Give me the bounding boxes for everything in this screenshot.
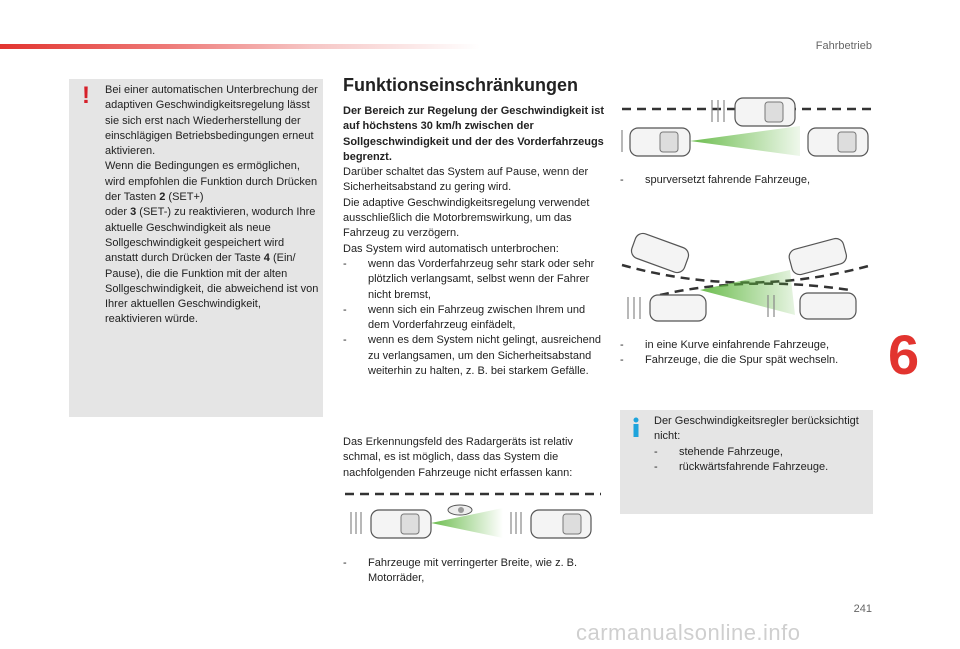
paragraph-pause: Darüber schaltet das System auf Pause, wenn der Sicherheitsabstand zu gering wird. — [343, 166, 589, 194]
key-2-label: (SET+) — [168, 191, 204, 204]
key-3-text: (SET-) zu reaktivieren, wodurch Ihre aktuelle Geschwindigkeit als neue Sollgeschwindigkeit gespeichert wird anstatt durch Drücken der Taste — [105, 206, 316, 265]
section-title: Fahrbetrieb — [815, 40, 872, 52]
info-intro: Der Geschwindigkeitsregler berücksichtigt nicht: — [654, 415, 859, 443]
or-text: oder — [105, 206, 128, 219]
key-2: 2 — [159, 191, 166, 204]
caption-motorcycle: - Fahrzeuge mit verringerter Breite, wie z. B. Motorräder, — [343, 557, 578, 585]
caption-offset: - spurversetzt fahrende Fahrzeuge, — [620, 174, 811, 186]
warning-text — [105, 83, 319, 328]
paragraph-engine-braking: Die adaptive Geschwindigkeitsregelung verwendet ausschließlich die Motorbremswirkung, um das Fahrzeug zu verzögern. — [343, 196, 590, 240]
offset-vehicles-illustration — [620, 96, 874, 158]
warning-paragraph-1: Bei einer automatischen Unterbrechung der adaptiven Geschwindigkeitsregelung lässt sie sich erst nach Wiederherstellung der einschlägigen Betriebsbedingungen erneut aktivieren. — [105, 84, 318, 158]
info-text — [654, 414, 864, 475]
list-item: - wenn sich ein Fahrzeug zwischen Ihrem und dem Vorderfahrzeug einfädelt, — [343, 303, 586, 332]
caption-curve: - in eine Kurve einfahrende Fahrzeuge, — [620, 339, 830, 351]
info-list — [654, 445, 864, 476]
motorcycle-illustration — [343, 490, 605, 545]
page-number: 241 — [853, 603, 872, 615]
main-text — [343, 104, 605, 379]
paragraph-interrupt: Das System wird automatisch unterbrochen: — [343, 242, 559, 255]
list-item: - wenn es dem System nicht gelingt, ausreichend zu verlangsamen, um den Sicherheitsabstand weiterhin zu halten, z. B. bei starkem Gefälle. — [343, 334, 601, 378]
key-3: 3 — [130, 206, 137, 219]
list-item: - rückwärtsfahrende Fahrzeuge. — [654, 460, 829, 473]
curve-illustration — [620, 235, 874, 335]
page-heading: Funktionseinschränkungen — [343, 75, 579, 95]
lead-paragraph: Der Bereich zur Regelung der Geschwindigkeit ist auf höchstens 30 km/h zwischen der Sollgeschwindigkeit und der des Vorderfahrzeugs begrenzt. — [343, 105, 605, 163]
info-icon — [630, 417, 642, 437]
warning-paragraph-2: Wenn die Bedingungen es ermöglichen, wird empfohlen die Funktion durch Drücken der Tasten — [105, 160, 318, 204]
list-item: - wenn das Vorderfahrzeug sehr stark oder sehr plötzlich verlangsamt, selbst wenn der Fahrer nicht bremst, — [343, 257, 595, 301]
list-item: - stehende Fahrzeuge, — [654, 445, 783, 458]
key-4-text: (Ein/ Pause), die die Funktion mit der alten Sollgeschwindigkeit, die abweichend ist von Ihrer aktuellen Geschwindigkeit, reaktivieren würde. — [105, 252, 319, 326]
key-4: 4 — [263, 252, 270, 265]
exclamation-icon: ! — [82, 82, 90, 109]
chapter-number: 6 — [888, 323, 920, 386]
caption-lane-change: - Fahrzeuge, die die Spur spät wechseln. — [620, 354, 839, 366]
watermark: carmanualsonline.info — [576, 620, 801, 645]
radar-paragraph: Das Erkennungsfeld des Radargeräts ist relativ schmal, es ist möglich, dass das System die nachfolgenden Fahrzeuge nicht erfassen kann: — [343, 436, 573, 479]
interrupt-list — [343, 257, 605, 379]
header-accent-bar — [0, 44, 480, 49]
